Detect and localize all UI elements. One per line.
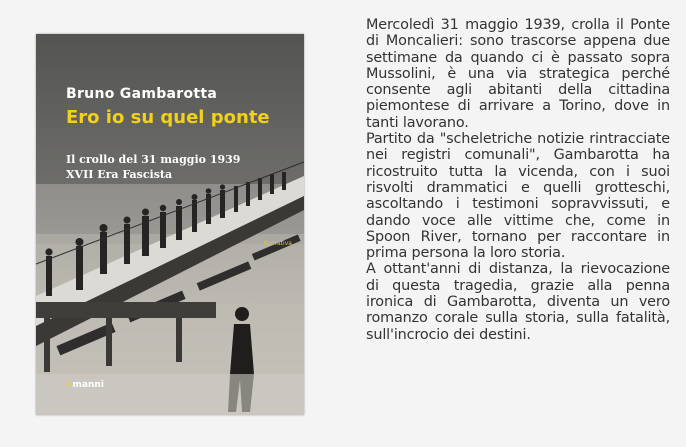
description-paragraph-2: Partito da "scheletriche notizie rintracciate nei registri comunali", Gambarotta ha ricostruito tutta la vicenda, con i suoi risvolti drammatici e quelli grotteschi, ascoltando i testimoni sopravvissuti, e dando voce alle vittime che, come in Spoon River, tornano per raccontare in prima persona la loro storia.	[366, 131, 670, 262]
publisher-plus-mark: +	[64, 380, 72, 390]
cover-publisher-logo	[64, 380, 104, 390]
book-cover	[36, 34, 304, 415]
cover-author: Bruno Gambarotta	[66, 86, 218, 102]
cover-title: Ero io su quel ponte	[66, 107, 270, 128]
description-paragraph-1: Mercoledì 31 maggio 1939, crolla il Ponte di Moncalieri: sono trascorse appena due settimane da quando ci è passato sopra Mussolini, è una via strategica perché consente agli abitanti della cittadina piemontese di arrivare a Torino, dove in tanti lavorano.	[366, 17, 670, 131]
book-description	[366, 17, 670, 343]
cover-subtitle-line1: Il crollo del 31 maggio 1939	[66, 153, 241, 166]
cover-series-label: Narrativa	[264, 240, 292, 247]
description-paragraph-3: A ottant'anni di distanza, la rievocazione di questa tragedia, grazie alla penna ironica di Gambarotta, diventa un vero romanzo corale sulla storia, sulla fatalità, sull'incrocio dei destini.	[366, 261, 670, 343]
cover-subtitle	[66, 152, 240, 182]
cover-subtitle-line2: XVII Era Fascista	[66, 168, 173, 181]
publisher-name: manni	[72, 380, 104, 390]
